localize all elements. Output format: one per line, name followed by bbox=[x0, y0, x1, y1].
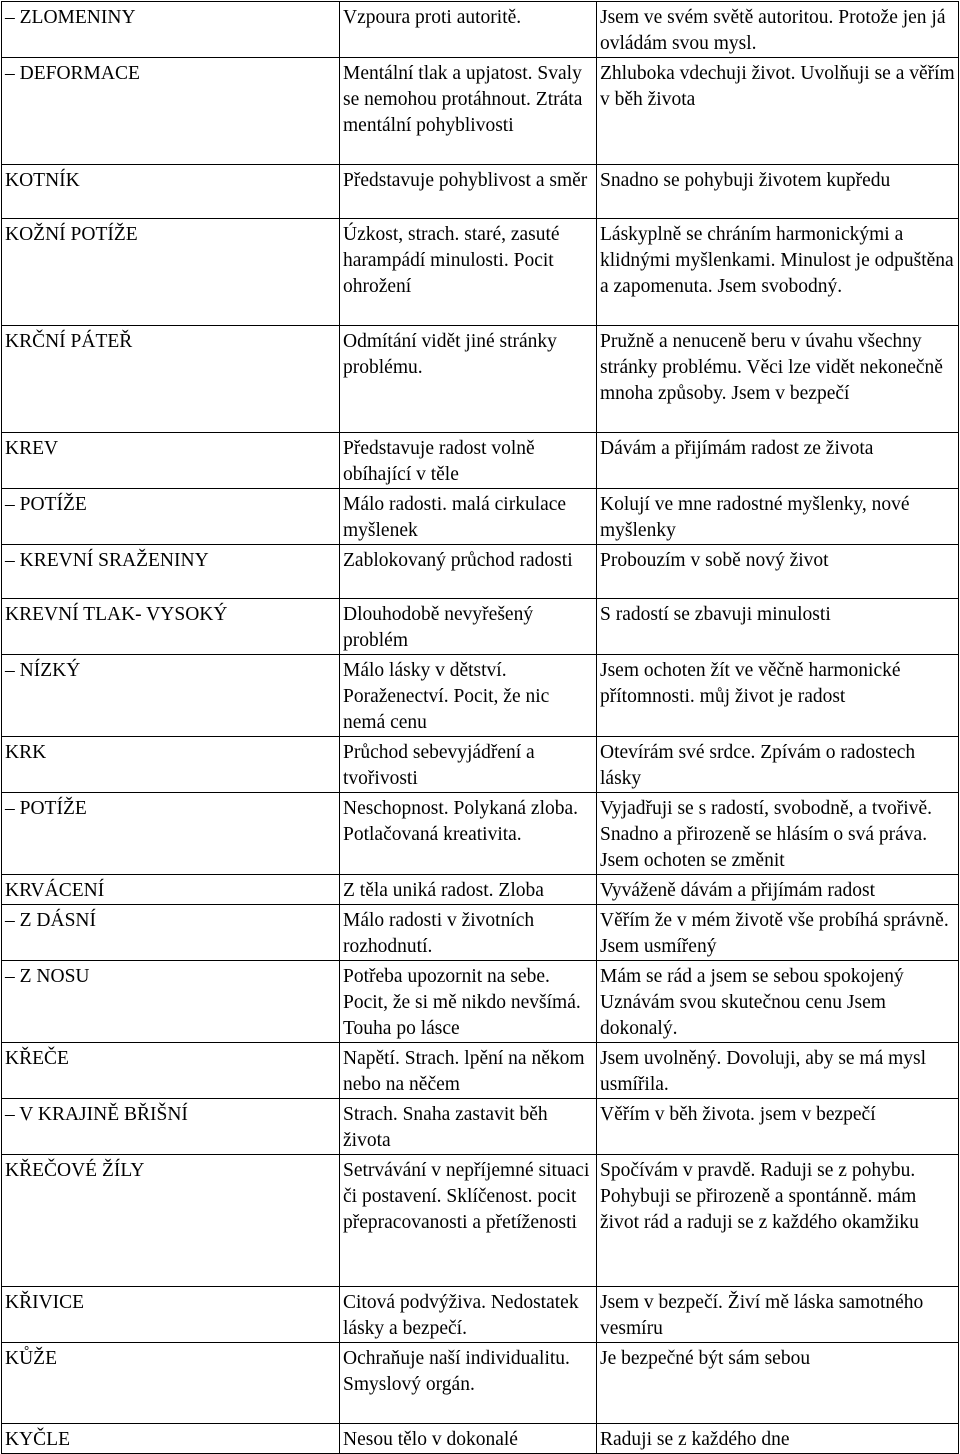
cause-cell: Setrvávání v nepříjemné situaci či postavení. Sklíčenost. pocit přepracovanosti a přetíženosti bbox=[340, 1155, 597, 1287]
ailment-cell: KŘEČE bbox=[2, 1043, 340, 1099]
ailment-cell: KRČNÍ PÁTEŘ bbox=[2, 326, 340, 433]
ailment-cell: – POTÍŽE bbox=[2, 489, 340, 545]
affirmation-cell: Vyjadřuji se s radostí, svobodně, a tvořivě. Snadno a přirozeně se hlásím o svá práva. Jsem ochoten se změnit bbox=[597, 793, 959, 875]
cause-cell: Úzkost, strach. staré, zasuté harampádí minulosti. Pocit ohrožení bbox=[340, 219, 597, 326]
table-row bbox=[2, 1424, 959, 1454]
ailment-cell: KREVNÍ TLAK- VYSOKÝ bbox=[2, 599, 340, 655]
affirmation-cell: Pružně a nenuceně beru v úvahu všechny stránky problému. Věci lze vidět nekonečně mnoha způsoby. Jsem v bezpečí bbox=[597, 326, 959, 433]
affirmation-cell: Mám se rád a jsem se sebou spokojený Uznávám svou skutečnou cenu Jsem dokonalý. bbox=[597, 961, 959, 1043]
affirmation-cell: Snadno se pohybuji životem kupředu bbox=[597, 165, 959, 219]
affirmation-cell: Jsem ochoten žít ve věčně harmonické přítomnosti. můj život je radost bbox=[597, 655, 959, 737]
table-row bbox=[2, 875, 959, 905]
table-row bbox=[2, 433, 959, 489]
ailment-cell: KŘEČOVÉ ŽÍLY bbox=[2, 1155, 340, 1287]
cause-cell: Zablokovaný průchod radosti bbox=[340, 545, 597, 599]
affirmation-cell: Probouzím v sobě nový život bbox=[597, 545, 959, 599]
affirmation-cell: Vyváženě dávám a přijímám radost bbox=[597, 875, 959, 905]
table-body bbox=[2, 2, 959, 1454]
table-row bbox=[2, 793, 959, 875]
ailment-cell: KŘIVICE bbox=[2, 1287, 340, 1343]
affirmation-cell: Raduji se z každého dne bbox=[597, 1424, 959, 1454]
affirmation-cell: Otevírám své srdce. Zpívám o radostech lásky bbox=[597, 737, 959, 793]
cause-cell: Málo radosti v životních rozhodnutí. bbox=[340, 905, 597, 961]
affirmation-cell: S radostí se zbavuji minulosti bbox=[597, 599, 959, 655]
affirmation-cell: Jsem v bezpečí. Živí mě láska samotného vesmíru bbox=[597, 1287, 959, 1343]
table-row bbox=[2, 961, 959, 1043]
ailment-cell: – V KRAJINĚ BŘIŠNÍ bbox=[2, 1099, 340, 1155]
cause-cell: Vzpoura proti autoritě. bbox=[340, 2, 597, 58]
affirmation-cell: Kolují ve mne radostné myšlenky, nové myšlenky bbox=[597, 489, 959, 545]
cause-cell: Nesou tělo v dokonalé bbox=[340, 1424, 597, 1454]
cause-cell: Ochraňuje naší individualitu. Smyslový orgán. bbox=[340, 1343, 597, 1424]
affirmation-cell: Věřím v běh života. jsem v bezpečí bbox=[597, 1099, 959, 1155]
ailment-cell: – KREVNÍ SRAŽENINY bbox=[2, 545, 340, 599]
affirmation-cell: Zhluboka vdechuji život. Uvolňuji se a věřím v běh života bbox=[597, 58, 959, 165]
cause-cell: Průchod sebevyjádření a tvořivosti bbox=[340, 737, 597, 793]
cause-cell: Mentální tlak a upjatost. Svaly se nemohou protáhnout. Ztráta mentální pohyblivosti bbox=[340, 58, 597, 165]
table-row bbox=[2, 1287, 959, 1343]
cause-cell: Málo lásky v dětství. Poraženectví. Pocit, že nic nemá cenu bbox=[340, 655, 597, 737]
cause-cell: Citová podvýživa. Nedostatek lásky a bezpečí. bbox=[340, 1287, 597, 1343]
table-row bbox=[2, 489, 959, 545]
cause-cell: Málo radosti. malá cirkulace myšlenek bbox=[340, 489, 597, 545]
table-row bbox=[2, 219, 959, 326]
table-row bbox=[2, 165, 959, 219]
table-row bbox=[2, 905, 959, 961]
table-row bbox=[2, 1099, 959, 1155]
ailment-cell: – DEFORMACE bbox=[2, 58, 340, 165]
ailment-cell: KOŽNÍ POTÍŽE bbox=[2, 219, 340, 326]
ailment-cell: KYČLE bbox=[2, 1424, 340, 1454]
affirmation-cell: Je bezpečné být sám sebou bbox=[597, 1343, 959, 1424]
table-row bbox=[2, 545, 959, 599]
ailment-cell: KRK bbox=[2, 737, 340, 793]
ailments-table bbox=[1, 1, 959, 1454]
ailment-cell: – NÍZKÝ bbox=[2, 655, 340, 737]
table-row bbox=[2, 1043, 959, 1099]
cause-cell: Strach. Snaha zastavit běh života bbox=[340, 1099, 597, 1155]
table-row bbox=[2, 58, 959, 165]
ailment-cell: KOTNÍK bbox=[2, 165, 340, 219]
table-row bbox=[2, 655, 959, 737]
table-row bbox=[2, 326, 959, 433]
table-row bbox=[2, 1155, 959, 1287]
ailment-cell: KRVÁCENÍ bbox=[2, 875, 340, 905]
ailment-cell: – ZLOMENINY bbox=[2, 2, 340, 58]
affirmation-cell: Dávám a přijímám radost ze života bbox=[597, 433, 959, 489]
affirmation-cell: Spočívám v pravdě. Raduji se z pohybu. Pohybuji se přirozeně a spontánně. mám život rád a raduji se z každého okamžiku bbox=[597, 1155, 959, 1287]
cause-cell: Potřeba upozornit na sebe. Pocit, že si mě nikdo nevšímá. Touha po lásce bbox=[340, 961, 597, 1043]
affirmation-cell: Věřím že v mém životě vše probíhá správně. Jsem usmířený bbox=[597, 905, 959, 961]
ailment-cell: KŮŽE bbox=[2, 1343, 340, 1424]
cause-cell: Z těla uniká radost. Zloba bbox=[340, 875, 597, 905]
table-row bbox=[2, 737, 959, 793]
ailment-cell: – Z DÁSNÍ bbox=[2, 905, 340, 961]
cause-cell: Odmítání vidět jiné stránky problému. bbox=[340, 326, 597, 433]
affirmation-cell: Jsem ve svém světě autoritou. Protože jen já ovládám svou mysl. bbox=[597, 2, 959, 58]
table-row bbox=[2, 599, 959, 655]
ailment-cell: KREV bbox=[2, 433, 340, 489]
ailment-cell: – POTÍŽE bbox=[2, 793, 340, 875]
ailment-cell: – Z NOSU bbox=[2, 961, 340, 1043]
affirmation-cell: Láskyplně se chráním harmonickými a klidnými myšlenkami. Minulost je odpuštěna a zapomenuta. Jsem svobodný. bbox=[597, 219, 959, 326]
cause-cell: Představuje pohyblivost a směr bbox=[340, 165, 597, 219]
cause-cell: Neschopnost. Polykaná zloba. Potlačovaná kreativita. bbox=[340, 793, 597, 875]
table-row bbox=[2, 1343, 959, 1424]
table-row bbox=[2, 2, 959, 58]
cause-cell: Představuje radost volně obíhající v těle bbox=[340, 433, 597, 489]
affirmation-cell: Jsem uvolněný. Dovoluji, aby se má mysl usmířila. bbox=[597, 1043, 959, 1099]
cause-cell: Napětí. Strach. lpění na někom nebo na něčem bbox=[340, 1043, 597, 1099]
cause-cell: Dlouhodobě nevyřešený problém bbox=[340, 599, 597, 655]
